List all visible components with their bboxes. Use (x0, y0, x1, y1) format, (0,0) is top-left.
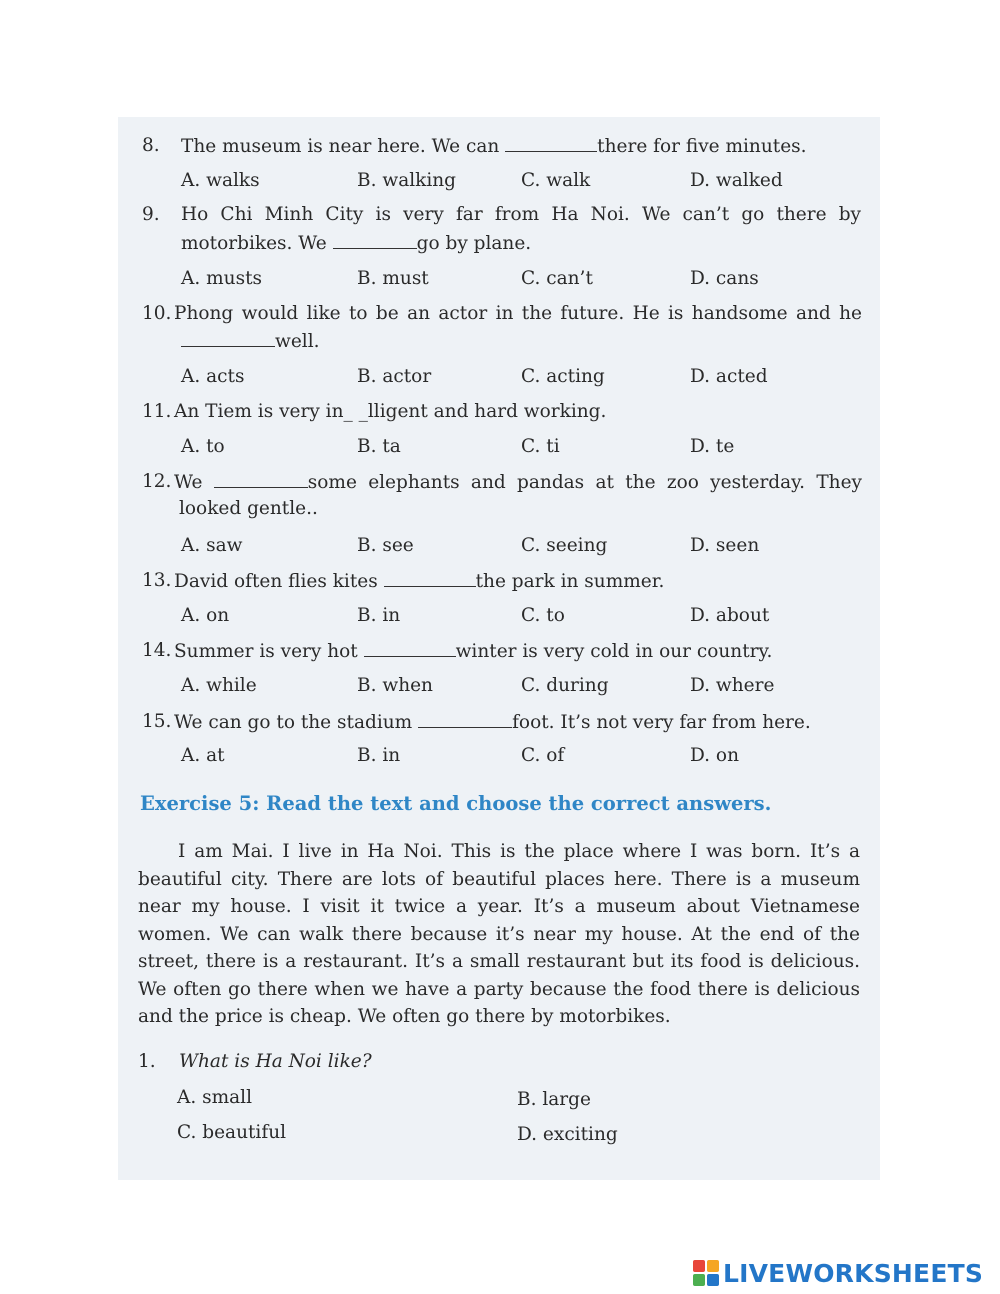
logo-square (693, 1260, 705, 1272)
option-c: C. acting (521, 366, 605, 387)
logo-square (693, 1274, 705, 1286)
option-b: B. large (517, 1089, 591, 1110)
option-a: A. walks (181, 170, 260, 191)
question-number: 11. (142, 401, 172, 422)
question-number: 9. (142, 204, 160, 225)
question-text: Ho Chi Minh City is very far from Ha Noi. We can’t go there by (181, 204, 861, 225)
option-d: D. walked (690, 170, 783, 191)
option-b: B. in (357, 605, 401, 626)
question-number: 13. (142, 570, 172, 591)
option-d: D. on (690, 745, 739, 766)
question-number: 12. (142, 471, 172, 492)
option-a: A. to (181, 436, 225, 457)
answer-blank[interactable] (418, 711, 512, 728)
question-text: An Tiem is very in_ _lligent and hard working. (174, 401, 607, 422)
question-number: 10. (142, 303, 172, 324)
option-c: C. of (521, 745, 565, 766)
answer-blank[interactable] (364, 640, 456, 657)
answer-blank[interactable] (505, 135, 597, 152)
question-text: We can go to the stadium (174, 712, 419, 733)
option-c: C. during (521, 675, 609, 696)
answer-blank[interactable] (214, 471, 308, 488)
question-text: The museum is near here. We can (181, 136, 506, 157)
logo-grid-icon (693, 1260, 719, 1286)
option-a: A. saw (181, 535, 243, 556)
option-b: B. in (357, 745, 401, 766)
exercise-heading: Exercise 5: Read the text and choose the correct answers. (140, 792, 772, 815)
option-d: D. about (690, 605, 770, 626)
option-a: A. musts (181, 268, 263, 289)
answer-blank[interactable] (181, 330, 275, 347)
option-b: B. walking (357, 170, 457, 191)
option-b: B. ta (357, 436, 401, 457)
logo-text: LIVEWORKSHEETS (723, 1258, 984, 1288)
option-c: C. walk (521, 170, 591, 191)
question-number: 15. (142, 711, 172, 732)
option-c: C. to (521, 605, 565, 626)
option-b: B. must (357, 268, 429, 289)
question-number: 14. (142, 640, 172, 661)
option-c: C. can’t (521, 268, 593, 289)
question-text: some elephants and pandas at the zoo yesterday. They (307, 472, 862, 493)
option-d: D. where (690, 675, 775, 696)
option-a: A. while (181, 675, 257, 696)
question-text: winter is very cold in our country. (455, 641, 773, 662)
logo-square (707, 1274, 719, 1286)
question-number: 8. (142, 135, 160, 156)
option-c: C. ti (521, 436, 560, 457)
option-a: A. acts (181, 366, 245, 387)
option-d: D. seen (690, 535, 760, 556)
question-text: the park in summer. (475, 571, 665, 592)
option-d: D. cans (690, 268, 759, 289)
question-text: foot. It’s not very far from here. (512, 712, 811, 733)
question-text: looked gentle.. (179, 498, 318, 519)
question-text: What is Ha Noi like? (179, 1051, 372, 1072)
option-a: A. at (181, 745, 225, 766)
option-b: B. when (357, 675, 433, 696)
answer-blank[interactable] (333, 232, 417, 249)
option-d: D. acted (690, 366, 768, 387)
question-text: well. (275, 331, 320, 352)
option-c: C. seeing (521, 535, 608, 556)
question-text: motorbikes. We (181, 233, 333, 254)
answer-blank[interactable] (384, 570, 476, 587)
liveworksheets-logo[interactable] (693, 1258, 983, 1288)
option-a: A. on (181, 605, 230, 626)
logo-square (707, 1260, 719, 1272)
question-number: 1. (138, 1051, 156, 1072)
question-text: David often flies kites (174, 571, 384, 592)
option-c: C. beautiful (177, 1122, 287, 1143)
option-d: D. exciting (517, 1124, 618, 1145)
question-text: there for five minutes. (597, 136, 807, 157)
option-d: D. te (690, 436, 735, 457)
question-text: Summer is very hot (174, 641, 364, 662)
option-b: B. actor (357, 366, 432, 387)
question-text: Phong would like to be an actor in the future. He is handsome and he (174, 303, 862, 324)
option-b: B. see (357, 535, 414, 556)
question-text: go by plane. (416, 233, 532, 254)
option-a: A. small (177, 1087, 253, 1108)
question-text: We (174, 472, 214, 493)
reading-passage: I am Mai. I live in Ha Noi. This is the place where I was born. It’s a beautiful city. There are lots of beautiful places here. There is a museum near my house. I visit it twice a year. It’s a museum about Vietnamese women. We can walk there because it’s near my house. At the end of the street, there is a restaurant. It’s a small restaurant but its food is delicious. We often go there when we have a party because the food there is delicious and the price is cheap. We often go there by motorbikes. (138, 841, 860, 1027)
